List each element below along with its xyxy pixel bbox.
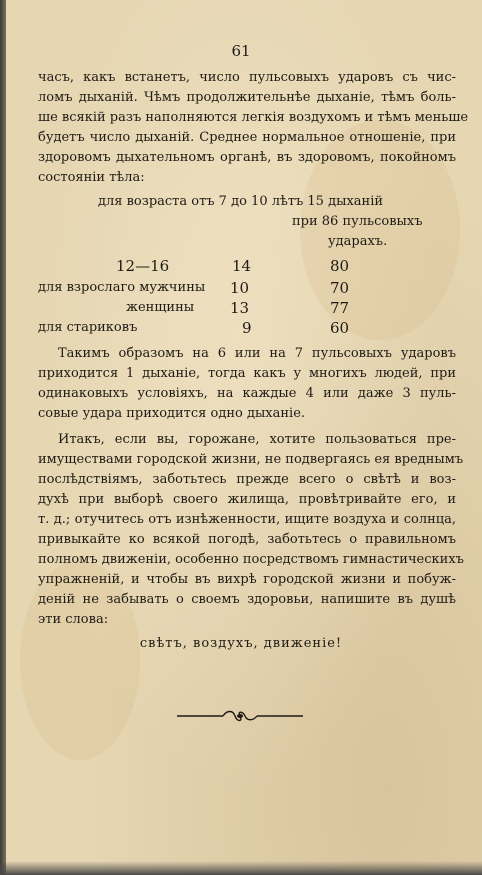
table-row-label: для взрослаго мужчины [38,280,206,295]
text-line: ломъ дыханій. Чѣмъ продолжительнѣе дыханіе, тѣмъ боль- [38,90,456,105]
text-line: приходится 1 дыханіе, тогда какъ у многихъ людей, при [38,366,456,381]
text-line: упражненій, и чтобы въ вихрѣ городской жизни и побуж- [38,572,456,587]
page-edge [0,861,482,875]
table-row-pulse: 60 [330,319,350,337]
text-line: полномъ движеніи, особенно посредствомъ гимнастическихъ [38,552,464,567]
table-row-label: для стариковъ [38,320,138,335]
table-first-row-cont: при 86 пульсовыхъ [292,214,423,229]
page-edge [0,0,6,875]
text-line: имуществами городской жизни, не подвергаясь ея вреднымъ [38,452,464,467]
table-row-breaths: 14 [232,257,252,275]
text-line: состояніи тѣла: [38,170,145,185]
table-row-pulse: 70 [330,279,350,297]
table-row-label: женщины [126,300,195,315]
text-line: совые удара приходится одно дыханіе. [38,406,306,421]
text-line: деній не забывать о своемъ здоровьи, напишите въ душѣ [38,592,456,607]
text-line: Итакъ, если вы, горожане, хотите пользоваться пре- [58,432,456,447]
text-line: здоровомъ дыхательномъ органѣ, въ здоровомъ, покойномъ [38,150,456,165]
text-line: т. д.; отучитесь отъ изнѣженности, ищите воздуха и солнца, [38,512,456,527]
table-row-label: 12—16 [116,257,170,275]
text-line: будетъ число дыханій. Среднее нормальное отношеніе, при [38,130,456,145]
text-line: духѣ при выборѣ своего жилища, провѣтривайте его, и [38,492,456,507]
text-line: часъ, какъ встанетъ, число пульсовыхъ ударовъ съ чис- [38,70,456,85]
text-line: Такимъ образомъ на 6 или на 7 пульсовыхъ ударовъ [58,346,456,361]
table-first-row: для возраста отъ 7 до 10 лѣтъ 15 дыханій [98,194,384,209]
table-first-row-cont: ударахъ. [328,234,388,249]
ornament-divider-icon [175,706,305,726]
motto: свѣтъ, воздухъ, движеніе! [139,636,343,651]
table-row-breaths: 9 [242,319,252,337]
text-line: одинаковыхъ условіяхъ, на каждые 4 или даже 3 пуль- [38,386,456,401]
table-row-breaths: 10 [230,279,250,297]
table-row-pulse: 80 [330,257,350,275]
page-number: 61 [231,42,251,60]
text-line: послѣдствіямъ, заботьтесь прежде всего о свѣтѣ и воз- [38,472,456,487]
text-line: эти слова: [38,612,109,627]
table-row-breaths: 13 [230,299,250,317]
text-line: привыкайте ко всякой погодѣ, заботьтесь о правильномъ [38,532,456,547]
table-row-pulse: 77 [330,299,350,317]
text-line: ше всякій разъ наполняются легкія воздухомъ и тѣмъ меньше [38,110,469,125]
